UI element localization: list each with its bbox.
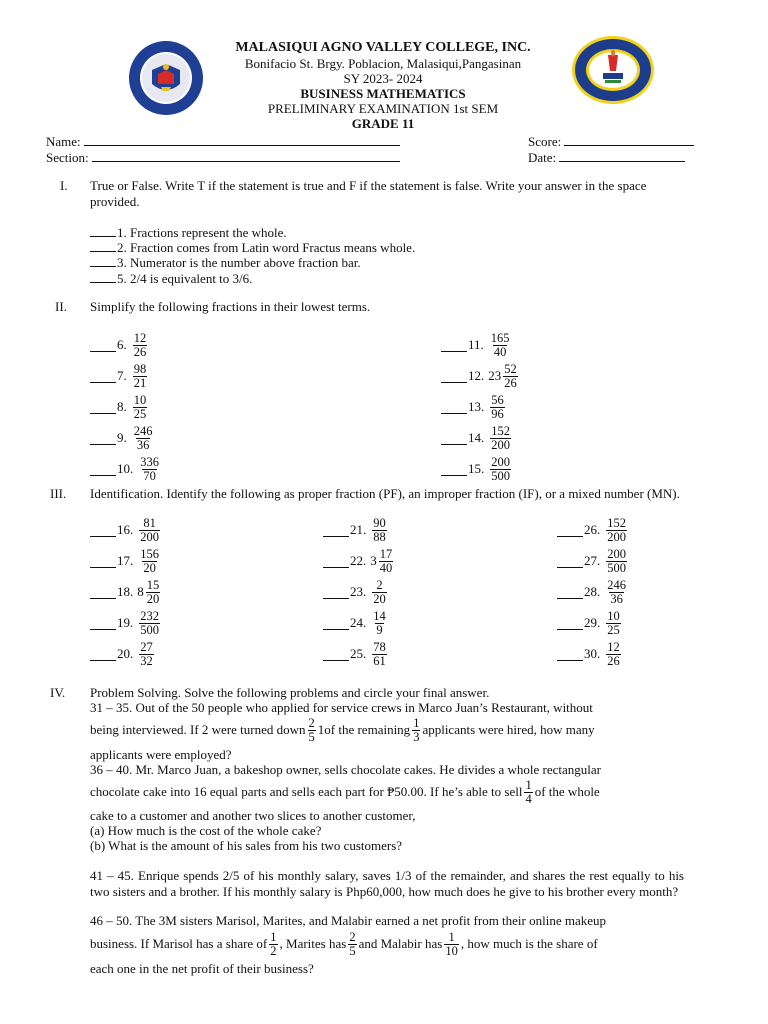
answer-blank[interactable] xyxy=(557,524,583,537)
answer-blank[interactable] xyxy=(441,339,467,352)
identification-item xyxy=(90,546,162,576)
problem1-text-d: applicants were hired, how many xyxy=(422,722,595,737)
problem2-line1: 36 – 40. Mr. Marco Juan, a bakeshop owner, sells chocolate cakes. He divides a whole rectangular xyxy=(90,762,602,777)
fraction xyxy=(606,610,621,637)
denominator: 26 xyxy=(504,375,517,390)
numerator: 2 xyxy=(376,577,383,592)
answer-blank[interactable] xyxy=(90,586,116,599)
part1-instruction: True or False. Write T if the statement is true and F if the statement is false. Write your answer in the space provided. xyxy=(90,178,647,209)
part1-number: I. xyxy=(60,178,68,193)
denominator: 96 xyxy=(491,406,504,421)
denominator: 500 xyxy=(607,560,626,575)
fraction xyxy=(133,363,148,390)
fraction xyxy=(133,425,154,452)
denominator: 70 xyxy=(143,468,156,483)
identification-item xyxy=(557,639,623,669)
item-number: 30. xyxy=(584,646,601,661)
problem4-line1: 46 – 50. The 3M sisters Marisol, Marites, and Malabir earned a net profit from their online makeup xyxy=(90,913,607,928)
simplify-item xyxy=(90,454,162,484)
identification-item xyxy=(323,546,395,576)
numerator: 56 xyxy=(491,392,504,407)
numerator: 336 xyxy=(140,454,159,469)
item-number: 6. xyxy=(117,337,127,352)
item-number: 23. xyxy=(350,584,367,599)
score-blank[interactable] xyxy=(564,134,694,146)
simplify-item xyxy=(90,330,149,360)
problem4-text-e: , how much is the share of xyxy=(460,936,598,951)
item-number: 11. xyxy=(468,337,484,352)
tf-item-text: 2. Fraction comes from Latin word Fractus means whole. xyxy=(117,240,416,255)
school-address: Bonifacio St. Brgy. Poblacion, Malasiqui,Pangasinan xyxy=(244,56,522,71)
answer-blank[interactable] xyxy=(90,524,116,537)
problem1-line2 xyxy=(90,715,595,745)
fraction xyxy=(372,517,387,544)
whole-number: 8 xyxy=(137,584,144,599)
answer-blank[interactable] xyxy=(90,254,116,267)
answer-blank[interactable] xyxy=(323,555,349,568)
numerator: 200 xyxy=(491,454,510,469)
simplify-item xyxy=(90,423,156,453)
answer-blank[interactable] xyxy=(441,432,467,445)
denominator: 500 xyxy=(491,468,510,483)
fraction xyxy=(372,579,387,606)
numerator: 90 xyxy=(373,515,386,530)
numerator: 152 xyxy=(491,423,510,438)
item-number: 27. xyxy=(584,553,601,568)
section-blank[interactable] xyxy=(92,150,400,162)
fraction xyxy=(139,456,160,483)
numerator: 78 xyxy=(373,639,386,654)
item-number: 26. xyxy=(584,522,601,537)
denominator: 200 xyxy=(140,529,159,544)
fraction xyxy=(490,425,511,452)
problem4-text-d: and Malabir has xyxy=(358,936,443,951)
answer-blank[interactable] xyxy=(90,239,116,252)
problem2-fraction: 1 4 xyxy=(525,777,532,806)
denominator: 40 xyxy=(379,560,393,575)
whole-number: 23 xyxy=(488,368,502,383)
school-year: SY 2023- 2024 xyxy=(343,71,423,86)
section-label: Section: xyxy=(46,150,89,165)
problem3: 41 – 45. Enrique spends 2/5 of his monthly salary, saves 1/3 of the remainder, and shares the rest equally to his two sisters and a brother. If his monthly salary is Php60,000, how much does he give to his brother every month? xyxy=(90,868,684,899)
problem4-text-c: , Marites has xyxy=(279,936,347,951)
item-number: 29. xyxy=(584,615,601,630)
item-number: 19. xyxy=(117,615,134,630)
section-field[interactable] xyxy=(46,150,400,166)
numerator: 17 xyxy=(379,546,393,561)
fraction xyxy=(606,641,621,668)
numerator: 52 xyxy=(504,361,517,376)
name-label: Name: xyxy=(46,134,81,149)
item-number: 28. xyxy=(584,584,601,599)
fraction xyxy=(133,394,148,421)
identification-item xyxy=(323,577,389,607)
denominator: 61 xyxy=(373,653,386,668)
item-number: 14. xyxy=(468,430,485,445)
part2-number: II. xyxy=(55,299,67,314)
numerator: 200 xyxy=(607,546,626,561)
item-number: 25. xyxy=(350,646,367,661)
item-number: 18. xyxy=(117,584,134,599)
simplify-item xyxy=(441,454,513,484)
problem1-line1: 31 – 35. Out of the 50 people who applied for service crews in Marco Juan’s Restaurant, without xyxy=(90,700,593,715)
date-blank[interactable] xyxy=(559,150,685,162)
denominator: 88 xyxy=(373,529,386,544)
fraction xyxy=(490,332,511,359)
subject-title: BUSINESS MATHEMATICS xyxy=(300,86,466,101)
answer-blank[interactable] xyxy=(90,432,116,445)
simplify-item xyxy=(441,361,520,391)
numerator: 15 xyxy=(146,577,160,592)
item-number: 22. xyxy=(350,553,367,568)
part4-number: IV. xyxy=(50,685,66,700)
item-number: 20. xyxy=(117,646,134,661)
numerator: 165 xyxy=(490,330,510,345)
denominator: 500 xyxy=(140,622,159,637)
denominator: 26 xyxy=(133,344,147,359)
item-number: 17. xyxy=(117,553,134,568)
fraction xyxy=(490,456,511,483)
identification-item xyxy=(323,515,389,545)
item-number: 13. xyxy=(468,399,485,414)
problem1-line3: applicants were employed? xyxy=(90,747,232,762)
identification-item xyxy=(90,515,162,545)
fraction xyxy=(606,548,627,575)
answer-blank[interactable] xyxy=(323,524,349,537)
item-number: 24. xyxy=(350,615,367,630)
identification-item xyxy=(90,639,156,669)
problem2-question-b: (b) What is the amount of his sales from his two customers? xyxy=(90,838,403,853)
tf-item xyxy=(90,270,252,287)
tf-item-text: 3. Numerator is the number above fraction bar. xyxy=(117,255,361,270)
problem2-question-a: (a) How much is the cost of the whole cake? xyxy=(90,823,322,838)
answer-blank[interactable] xyxy=(441,463,467,476)
item-number: 9. xyxy=(117,430,127,445)
denominator: 25 xyxy=(607,622,620,637)
item-number: 10. xyxy=(117,461,134,476)
numerator: 246 xyxy=(133,423,153,438)
identification-item xyxy=(557,546,629,576)
answer-blank[interactable] xyxy=(323,617,349,630)
numerator: 81 xyxy=(143,515,156,530)
simplify-item xyxy=(441,330,513,360)
denominator: 36 xyxy=(136,437,150,452)
answer-blank[interactable] xyxy=(90,555,116,568)
answer-blank[interactable] xyxy=(90,648,116,661)
answer-blank[interactable] xyxy=(90,463,116,476)
problem4-line3: each one in the net profit of their business? xyxy=(90,961,314,976)
identification-item xyxy=(90,608,162,638)
fraction xyxy=(139,517,160,544)
problem4-text-b: business. If Marisol has a share of xyxy=(90,936,268,951)
answer-blank[interactable] xyxy=(557,617,583,630)
fraction xyxy=(372,641,387,668)
simplify-item xyxy=(441,392,507,422)
name-field[interactable] xyxy=(46,134,400,150)
part3-number: III. xyxy=(50,486,67,501)
denominator: 200 xyxy=(491,437,510,452)
date-label: Date: xyxy=(528,150,557,165)
answer-blank[interactable] xyxy=(323,586,349,599)
item-number: 7. xyxy=(117,368,127,383)
name-blank[interactable] xyxy=(84,134,400,146)
denominator: 9 xyxy=(376,622,383,637)
item-number: 16. xyxy=(117,522,134,537)
problem2-line2 xyxy=(90,777,600,807)
problem4-line2 xyxy=(90,928,598,960)
denominator: 32 xyxy=(140,653,153,668)
grade-level: GRADE 11 xyxy=(351,116,415,131)
tf-item-text: 5. 2/4 is equivalent to 3/6. xyxy=(117,271,253,286)
tf-item xyxy=(90,254,361,271)
problem4-fraction-1: 1 2 xyxy=(270,929,277,958)
fraction xyxy=(146,579,161,606)
answer-blank[interactable] xyxy=(90,224,116,237)
problem1-text-b: being interviewed. If 2 were turned down xyxy=(90,722,306,737)
denominator: 200 xyxy=(607,529,626,544)
answer-blank[interactable] xyxy=(557,586,583,599)
tf-item-text: 1. Fractions represent the whole. xyxy=(117,225,287,240)
score-field[interactable] xyxy=(528,134,694,150)
numerator: 246 xyxy=(607,577,626,592)
numerator: 12 xyxy=(133,330,147,345)
numerator: 152 xyxy=(607,515,626,530)
denominator: 20 xyxy=(373,591,386,606)
denominator: 36 xyxy=(610,591,623,606)
item-number: 12. xyxy=(468,368,485,383)
identification-item xyxy=(323,639,389,669)
fraction xyxy=(372,610,387,637)
identification-item xyxy=(557,515,629,545)
fraction xyxy=(503,363,518,390)
part4-instruction: Problem Solving. Solve the following problems and circle your final answer. xyxy=(90,685,490,700)
answer-blank[interactable] xyxy=(557,555,583,568)
fraction xyxy=(490,394,505,421)
answer-blank[interactable] xyxy=(441,401,467,414)
item-number: 8. xyxy=(117,399,127,414)
simplify-item xyxy=(90,392,149,422)
denominator: 25 xyxy=(133,406,147,421)
numerator: 156 xyxy=(140,546,159,561)
answer-blank[interactable] xyxy=(323,648,349,661)
denominator: 21 xyxy=(133,375,147,390)
numerator: 27 xyxy=(140,639,153,654)
problem1-text-c: 1of the remaining xyxy=(317,722,411,737)
part3-instruction: Identification. Identify the following as proper fraction (PF), an improper fraction (IF), or a mixed number (MN). xyxy=(90,486,680,501)
fraction xyxy=(379,548,394,575)
date-field[interactable] xyxy=(528,150,685,166)
problem2-text-c: of the whole xyxy=(534,784,600,799)
fraction xyxy=(139,610,160,637)
exam-title: PRELIMINARY EXAMINATION 1st SEM xyxy=(267,101,499,116)
identification-item xyxy=(557,577,629,607)
whole-number: 3 xyxy=(370,553,377,568)
problem4-fraction-3: 1 10 xyxy=(445,929,458,958)
fraction xyxy=(606,579,627,606)
answer-blank[interactable] xyxy=(90,270,116,283)
fraction xyxy=(133,332,148,359)
score-label: Score: xyxy=(528,134,562,149)
answer-blank[interactable] xyxy=(557,648,583,661)
problem2-text-b: chocolate cake into 16 equal parts and sells each part for ₱50.00. If he’s able to sell xyxy=(90,784,523,799)
school-name: MALASIQUI AGNO VALLEY COLLEGE, INC. xyxy=(235,40,531,55)
problem1-fraction-1: 2 5 xyxy=(308,715,315,744)
answer-blank[interactable] xyxy=(90,370,116,383)
identification-item xyxy=(323,608,389,638)
item-number: 15. xyxy=(468,461,485,476)
numerator: 14 xyxy=(373,608,386,623)
denominator: 20 xyxy=(143,560,156,575)
part2-instruction: Simplify the following fractions in their lowest terms. xyxy=(90,299,371,314)
answer-blank[interactable] xyxy=(90,401,116,414)
numerator: 10 xyxy=(607,608,620,623)
answer-blank[interactable] xyxy=(90,617,116,630)
answer-blank[interactable] xyxy=(90,339,116,352)
fraction xyxy=(606,517,627,544)
answer-blank[interactable] xyxy=(441,370,467,383)
numerator: 232 xyxy=(140,608,159,623)
simplify-item xyxy=(441,423,513,453)
numerator: 10 xyxy=(133,392,147,407)
fraction xyxy=(139,641,154,668)
problem2-line3: cake to a customer and another two slices to another customer, xyxy=(90,808,416,823)
fraction xyxy=(139,548,160,575)
item-number: 21. xyxy=(350,522,367,537)
numerator: 12 xyxy=(607,639,620,654)
simplify-item xyxy=(90,361,149,391)
identification-item xyxy=(90,577,162,607)
problem1-fraction-2: 1 3 xyxy=(413,715,420,744)
denominator: 20 xyxy=(146,591,160,606)
identification-item xyxy=(557,608,623,638)
problem4-fraction-2: 2 5 xyxy=(349,929,356,958)
denominator: 40 xyxy=(493,344,507,359)
numerator: 98 xyxy=(133,361,147,376)
denominator: 26 xyxy=(607,653,620,668)
